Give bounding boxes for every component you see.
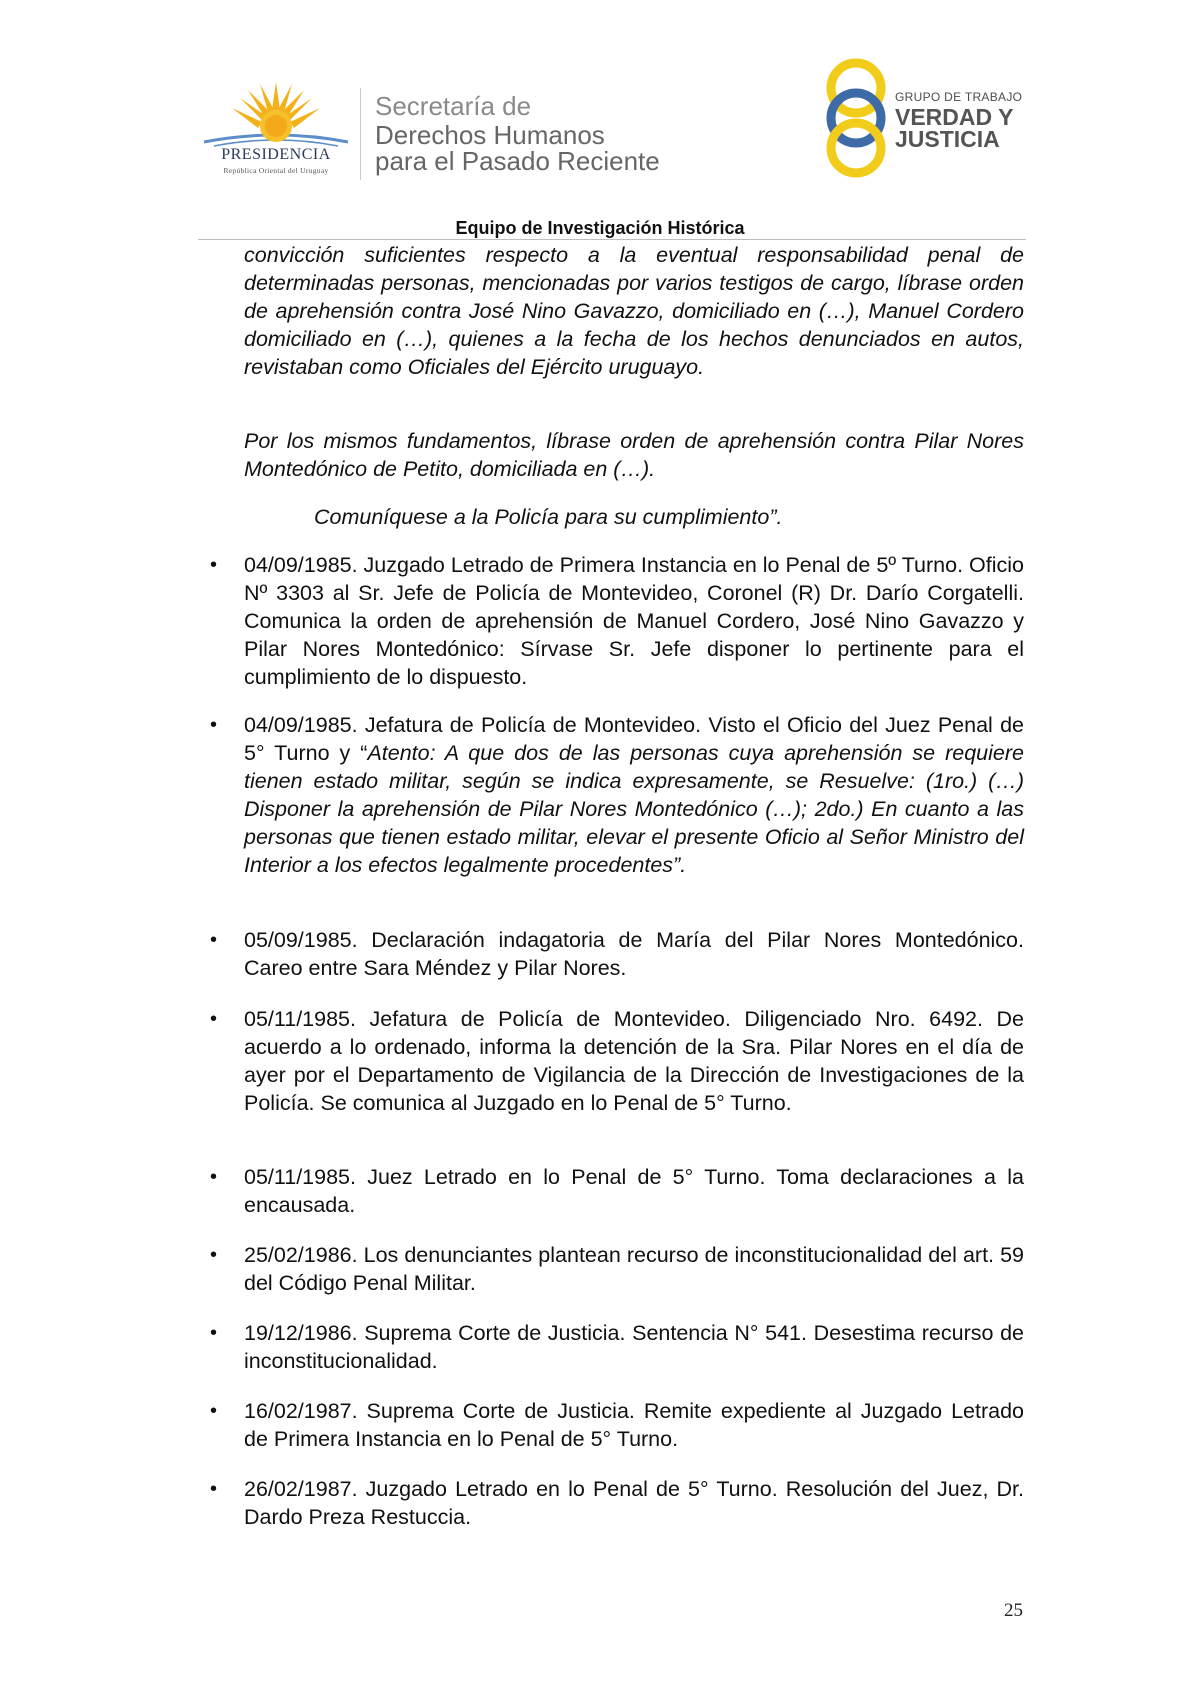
list-item-text: 04/09/1985. Jefatura de Policía de Montevideo. Visto el Oficio del Juez Penal de 5° Turno y “ bbox=[244, 713, 1024, 765]
bullet-icon: • bbox=[210, 714, 218, 736]
team-title: Equipo de Investigación Histórica bbox=[455, 218, 745, 238]
verdad-label: VERDAD Y bbox=[895, 104, 1014, 130]
quote-paragraph-3: Comuníquese a la Policía para su cumplimiento”. bbox=[314, 505, 783, 529]
secretaria-line-1: Secretaría de bbox=[375, 91, 532, 121]
list-item-text: 19/12/1986. Suprema Corte de Justicia. Sentencia N° 541. Desestima recurso de inconstitucionalidad. bbox=[244, 1321, 1024, 1373]
presidencia-subtitle: República Oriental del Uruguay bbox=[223, 166, 329, 175]
quote-paragraph-1: convicción suficientes respecto a la eventual responsabilidad penal de determinadas personas, mencionadas por varios testigos de cargo, líbrase orden de aprehensión contra José Nino Gavazzo, domiciliado en (…), Manuel Cordero domiciliado en (…), quienes a la fecha de los hechos denunciados en autos, revistaban como Oficiales del Ejército uruguayo. bbox=[244, 243, 1024, 379]
bullet-icon: • bbox=[210, 1166, 218, 1188]
bullet-icon: • bbox=[210, 1008, 218, 1030]
list-item bbox=[210, 1163, 1024, 1219]
presidencia-sun-logo bbox=[196, 80, 356, 180]
list-item bbox=[210, 551, 1024, 691]
list-item bbox=[210, 1241, 1024, 1297]
list-item-text: 26/02/1987. Juzgado Letrado en lo Penal de 5° Turno. Resolución del Juez, Dr. Dardo Preza Restuccia. bbox=[244, 1477, 1024, 1529]
secretaria-line-2: Derechos Humanos bbox=[375, 120, 605, 150]
list-item bbox=[210, 1397, 1024, 1453]
header-rule bbox=[198, 239, 1026, 240]
header-divider bbox=[360, 88, 361, 180]
presidencia-title: PRESIDENCIA bbox=[221, 146, 331, 163]
secretaria-line-3: para el Pasado Reciente bbox=[375, 146, 660, 176]
page-number: 25 bbox=[1004, 1600, 1023, 1621]
list-item bbox=[210, 926, 1024, 982]
list-item-quote: Atento: A que dos de las personas cuya aprehensión se requiere tienen estado militar, según se indica expresamente, se Resuelve: (1ro.) (…) Disponer la aprehensión de Pilar Nores Montedónico (…); 2do.) En cuanto a las personas que tienen estado militar, elevar el presente Oficio al Señor Ministro del Interior a los efectos legalmente procedentes”. bbox=[244, 741, 1024, 877]
list-item bbox=[210, 1319, 1024, 1375]
justicia-label: JUSTICIA bbox=[895, 126, 1000, 152]
bullet-icon: • bbox=[210, 1244, 218, 1266]
list-item bbox=[210, 711, 1024, 879]
list-item-text: 05/11/1985. Juez Letrado en lo Penal de 5° Turno. Toma declaraciones a la encausada. bbox=[244, 1165, 1024, 1217]
grupo-trabajo-label: GRUPO DE TRABAJO bbox=[895, 90, 1023, 104]
bullet-icon: • bbox=[210, 554, 218, 576]
list-item-text: 04/09/1985. Juzgado Letrado de Primera Instancia en lo Penal de 5º Turno. Oficio Nº 3303 al Sr. Jefe de Policía de Montevideo, Coronel (R) Dr. Darío Corgatelli. Comunica la orden de aprehensión de Manuel Cordero, José Nino Gavazzo y Pilar Nores Montedónico: Sírvase Sr. Jefe disponer lo pertinente para el cumplimiento de lo dispuesto. bbox=[244, 553, 1024, 689]
bullet-icon: • bbox=[210, 1478, 218, 1500]
list-item-text: 05/11/1985. Jefatura de Policía de Montevideo. Diligenciado Nro. 6492. De acuerdo a lo ordenado, informa la detención de la Sra. Pilar Nores en el día de ayer por el Departamento de Vigilancia de la Dirección de Investigaciones de la Policía. Se comunica al Juzgado en lo Penal de 5° Turno. bbox=[244, 1007, 1024, 1115]
list-item bbox=[210, 1475, 1024, 1531]
list-item-text: 16/02/1987. Suprema Corte de Justicia. Remite expediente al Juzgado Letrado de Primera Instancia en lo Penal de 5° Turno. bbox=[244, 1399, 1024, 1451]
bullet-icon: • bbox=[210, 1400, 218, 1422]
bullet-icon: • bbox=[210, 1322, 218, 1344]
quote-paragraph-2: Por los mismos fundamentos, líbrase orden de aprehensión contra Pilar Nores Montedónico de Petito, domiciliada en (…). bbox=[244, 429, 1024, 481]
list-item-text: 25/02/1986. Los denunciantes plantean recurso de inconstitucionalidad del art. 59 del Código Penal Militar. bbox=[244, 1243, 1024, 1295]
list-item bbox=[210, 1005, 1024, 1117]
list-item-text: 05/09/1985. Declaración indagatoria de María del Pilar Nores Montedónico. Careo entre Sara Méndez y Pilar Nores. bbox=[244, 928, 1024, 980]
bullet-icon: • bbox=[210, 929, 218, 951]
verdad-justicia-rings-logo bbox=[822, 56, 890, 180]
